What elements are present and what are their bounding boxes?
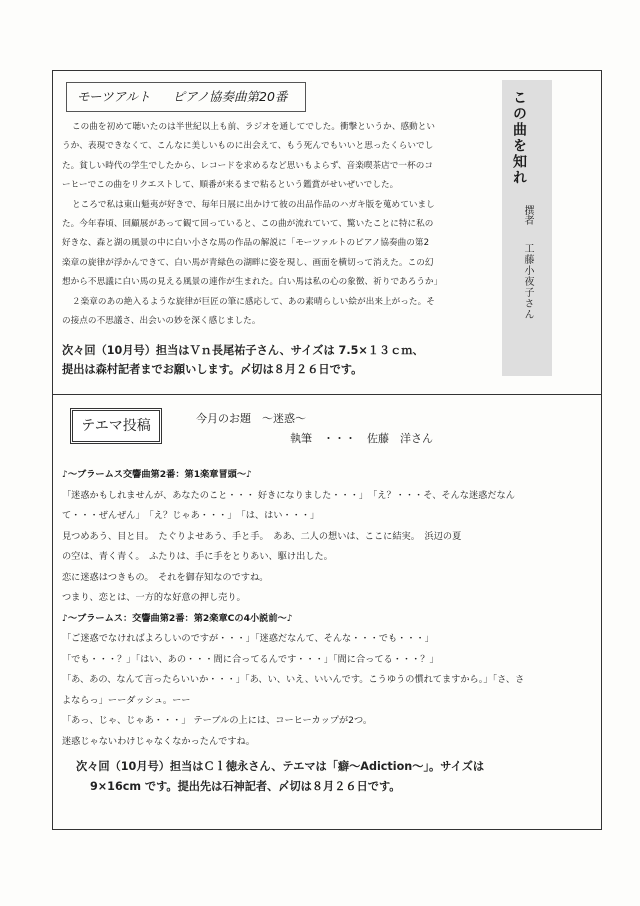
body-line: ２楽章のあの絶入るような旋律が巨匠の筆に感応して、あの素晴らしい絵が出来上がった。そ: [72, 296, 435, 307]
section2-theme: 今月のお題 ～迷惑～: [196, 412, 306, 425]
body-line: 迷惑じゃないわけじゃなくなかったんですね。: [62, 735, 255, 747]
section1-title-box: [66, 82, 306, 112]
body-line: 楽章の旋律が浮かんできて、白い馬が青緑色の湖畔に姿を現し、画面を横切って消えた。この幻: [62, 257, 434, 268]
body-line: の接点の不思議さ、出会いの妙を深く感じました。: [62, 316, 261, 327]
section1-title-main: モーツアルト: [77, 89, 151, 104]
section2-writer: 執筆 ・・・ 佐藤 洋さん: [290, 432, 433, 445]
notice-line: 次々回（10月号）担当はＣｌ徳永さん、テエマは「癖～Adiction～」。サイズは: [76, 760, 485, 773]
body-line: 「迷惑かもしれませんが、あなたのこと・・・ 好きになりました・・・」 「え？・・・そ、そんな迷惑だなん: [62, 489, 515, 501]
notice-line: 9×16cm です。提出先は石神記者、〆切は８月２６日です。: [90, 780, 401, 793]
body-line: 見つめあう、目と目。 たぐりよせあう、手と手。 ああ、二人の想いは、ここに結実。 浜辺の夏: [62, 530, 462, 542]
column-label: 撰者: [522, 205, 533, 225]
body-line: 「あ、あの、なんて言ったらいいか・・・」「あ、い、いえ、いいんです。こうゆうの慣れてますから。」「さ、さ: [62, 674, 525, 685]
column-author: 工藤小夜子さん: [522, 243, 533, 320]
body-heading: ♪～ブラームス交響曲第2番：第1楽章冒頭～♪: [62, 469, 252, 480]
column-title: この曲を知れ: [511, 90, 527, 186]
body-line: よならっ」ーーダッシュ。ーー: [62, 694, 191, 706]
body-line: ーヒーでこの曲をリクエストして、順番が来るまで粘るという鑑賞がせいぜいでした。: [62, 180, 399, 191]
body-line: この曲を初めて聴いたのは半世紀以上も前、ラジオを通してでした。衝撃というか、感動とい: [72, 122, 436, 132]
body-line: ところで私は東山魁夷が好きで、毎年日展に出かけて彼の出品作品のハガキ版を蒐めていまし: [72, 199, 435, 210]
section1-body: [62, 118, 494, 331]
body-line: 好きな、森と湖の風景の中に白い小さな馬の作品の解説に「モーツァルトのピアノ協奏曲の第2: [62, 238, 430, 249]
notice-line: 提出は森村記者までお願いします。〆切は８月２６日です。: [62, 362, 363, 376]
section1-notice: [62, 342, 502, 380]
section-divider: [52, 394, 602, 395]
section2-notice: [76, 757, 576, 797]
body-line: 「でも・・・？」「はい、あの・・・間に合ってるんです・・・」「間に合ってる・・・？」: [62, 653, 439, 665]
body-line: た。貧しい時代の学生でしたから、レコードを求めるなど思いもよらず、音楽喫茶店で一杯のコ: [62, 160, 433, 171]
body-line: 想から不思議に白い馬の見える風景の連作が生まれた。白い馬は私の心の象徴、祈りであろうか」: [62, 277, 443, 288]
body-line: の空は、青く青く。 ふたりは、手に手をとりあい、駆け出した。: [62, 551, 333, 562]
section2-title: テエマ投稿: [70, 408, 162, 444]
body-line: つまり、恋とは、一方的な好意の押し売り。: [62, 592, 246, 603]
body-line: うか、表現できなくて、こんなに美しいものに出会えて、もう死んでもいいと思ったくらいでし: [62, 141, 434, 152]
body-line: 「ご迷惑でなければよろしいのですが・・・」「迷惑だなんて、そんな・・・でも・・・」: [62, 633, 434, 644]
notice-line: 次々回（10月号）担当はＶｎ長尾祐子さん、サイズは 7.5×１３ｃｍ、: [62, 344, 424, 357]
section2-body: [62, 465, 582, 752]
body-line: た。今年春頃、回顧展があって観て回っていると、この曲が流れていて、驚いたことに特に私の: [62, 219, 434, 230]
section1-title-sub: ピアノ協奏曲第20番: [172, 89, 288, 104]
body-line: て・・・ぜんぜん」 「え？じゃあ・・・」 「は、はい・・・」: [62, 510, 320, 521]
body-line: 「あっ、じゃ、じゃあ・・・」 テーブルの上には、コーヒーカップが2つ。: [62, 715, 373, 726]
body-line: 恋に迷惑はつきもの。 それを御存知なのですね。: [62, 571, 269, 583]
body-heading: ♪～ブラームス：交響曲第2番：第2楽章Cの4小説前～♪: [62, 612, 293, 624]
